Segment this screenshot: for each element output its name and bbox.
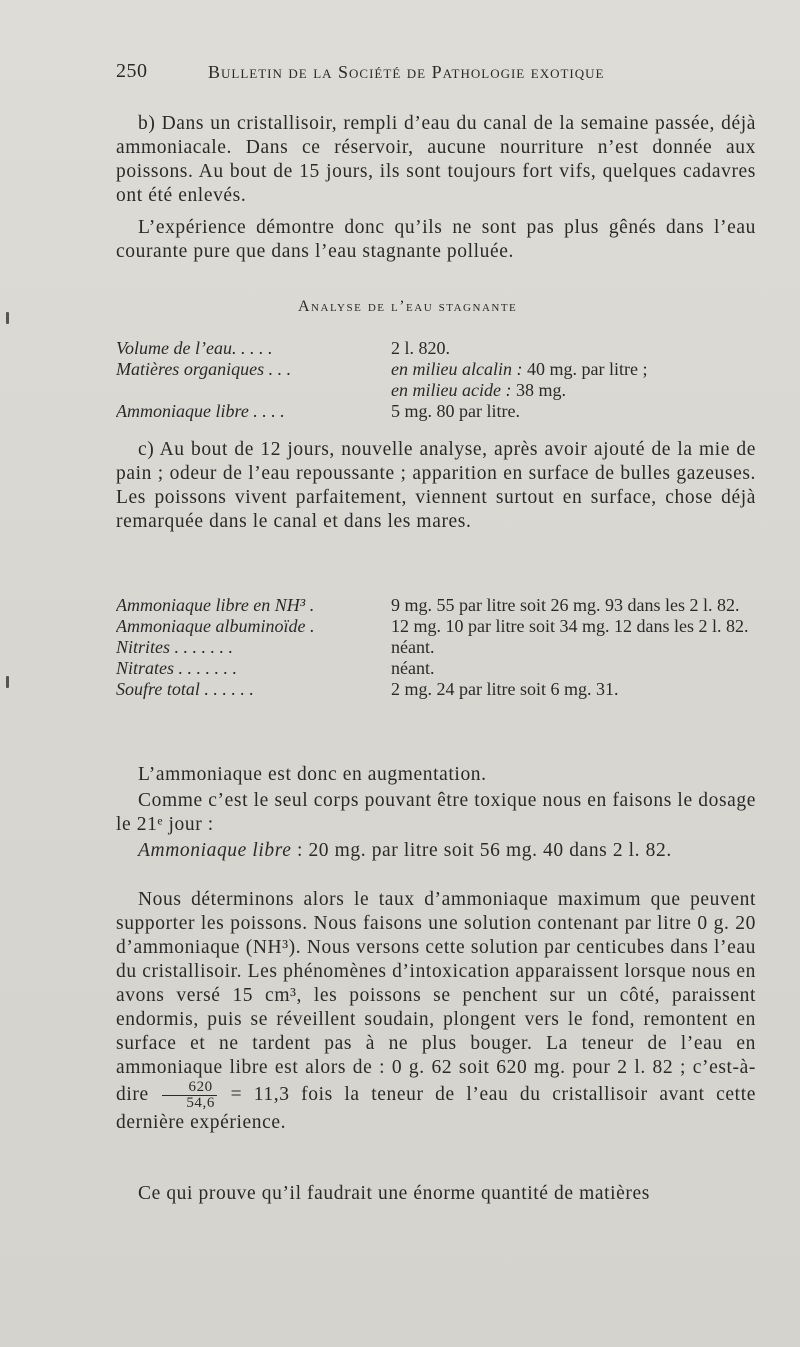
row-value-italic: en milieu alcalin :: [391, 359, 523, 379]
margin-mark: [6, 676, 9, 688]
page-number: 250: [116, 60, 148, 82]
page-header: [116, 60, 756, 90]
fraction-denominator: 54,6: [186, 1095, 215, 1111]
paragraph-conclusion: L’expérience démontre donc qu’ils ne sont pas plus gênés dans l’eau courante pure que dans l’eau stagnante polluée.: [116, 217, 756, 262]
row-value: [391, 380, 761, 401]
paragraph-final: Ce qui prouve qu’il faudrait une énorme quantité de matières: [138, 1183, 650, 1204]
paragraph-experiment: [116, 888, 756, 1135]
paragraph-augmentation: L’ammoniaque est donc en augmentation.: [138, 764, 487, 785]
table-row: [116, 401, 766, 422]
table-row: [116, 380, 766, 401]
paragraph-text: Nous déterminons alors le taux d’ammoniaque maximum que peuvent supporter les poissons. Nous faisons une solution contenant par litre 0 g. 20 d’ammoniaque (NH³). Nous versons cette solution par centicubes dans l’eau du cristallisoir. Les phénomènes d’intoxication apparaissent lorsque nous en avons versé 15 cm³, les poissons se penchent sur un côté, paraissent endormis, puis se réveillent soudain, plongent vers le fond, remontent en surface et ne tardent pas à ne plus bouger. La teneur de l’eau en ammoniaque libre est alors de : 0 g. 62 soit 620 mg. pour 2 l. 82 ; c’est-à-dire: [116, 889, 756, 1105]
table-row: [116, 637, 766, 658]
row-value: néant.: [391, 658, 435, 678]
fraction-numerator: 620: [162, 1080, 217, 1096]
fraction: [162, 1080, 217, 1111]
table-row: [116, 595, 766, 616]
row-label: Ammoniaque libre en NH³ .: [116, 595, 315, 615]
row-value: 5 mg. 80 par litre.: [391, 401, 520, 421]
row-value-text: 38 mg.: [511, 380, 566, 400]
row-value: 9 mg. 55 par litre soit 26 mg. 93 dans les 2 l. 82.: [391, 595, 740, 615]
row-value: 2 l. 820.: [391, 338, 451, 358]
row-label: Nitrates . . . . . . .: [116, 658, 238, 678]
analysis-title: Analyse de l’eau stagnante: [298, 298, 518, 315]
row-label: Ammoniaque libre . . . .: [116, 401, 285, 421]
paragraph-dosage: Comme c’est le seul corps pouvant être toxique nous en faisons le dosage le 21ᵉ jour :: [116, 790, 756, 835]
row-value: 12 mg. 10 par litre soit 34 mg. 12 dans les 2 l. 82.: [391, 616, 749, 636]
emphasis-term: Ammoniaque libre: [138, 840, 292, 861]
row-label: Volume de l’eau. . . . .: [116, 338, 273, 358]
row-label: Ammoniaque albuminoïde .: [116, 616, 315, 636]
row-value-text: 40 mg. par litre ;: [522, 359, 648, 379]
row-label: Nitrites . . . . . . .: [116, 637, 234, 657]
table-row: [116, 658, 766, 679]
row-value: néant.: [391, 637, 435, 657]
paragraph-text: : 20 mg. par litre soit 56 mg. 40 dans 2 l. 82.: [291, 840, 672, 861]
paragraph-c: c) Au bout de 12 jours, nouvelle analyse, après avoir ajouté de la mie de pain ; odeur de l’eau repoussante ; apparition en surface de bulles gazeuses. Les poissons vivent parfaitement, viennent surtout en surface, chose déjà remarquée dans le canal et dans les mares.: [116, 439, 756, 532]
table-row: [116, 338, 766, 359]
row-label: Matières organiques . . .: [116, 359, 292, 379]
row-label: Soufre total . . . . . .: [116, 679, 254, 699]
paragraph-text: = 11,3 fois la teneur de l’eau du cristallisoir avant cette dernière expérience.: [116, 1083, 756, 1133]
paragraph-b: b) Dans un cristallisoir, rempli d’eau du canal de la semaine passée, déjà ammoniacale. Dans ce réservoir, aucune nourriture n’est donnée aux poissons. Au bout de 15 jours, ils sont toujours fort vifs, quelques cadavres ont été enlevés.: [116, 113, 756, 206]
table-row: [116, 679, 766, 700]
row-value-italic: en milieu acide :: [391, 380, 512, 400]
table-row: [116, 359, 766, 380]
margin-mark: [6, 312, 9, 324]
row-value: 2 mg. 24 par litre soit 6 mg. 31.: [391, 679, 619, 699]
analysis-table-2: [116, 595, 766, 700]
analysis-table: [116, 338, 766, 422]
row-value: [391, 359, 761, 380]
running-title: Bulletin de la Société de Pathologie exotique: [208, 62, 605, 82]
paragraph-ammoniaque-libre: [116, 839, 756, 863]
table-row: [116, 616, 766, 637]
